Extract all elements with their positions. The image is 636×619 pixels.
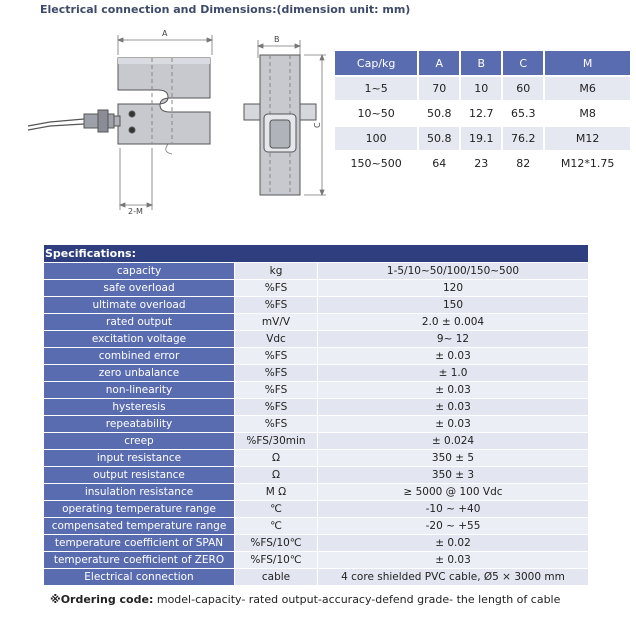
spec-value: 9~ 12 [318,331,589,348]
spec-row [44,535,589,552]
label-2m: 2-M [128,207,143,216]
spec-row [44,552,589,569]
dimension-header: B [461,51,503,75]
spec-row [44,280,589,297]
spec-unit: %FS [235,297,318,314]
spec-value: ± 1.0 [318,365,589,382]
spec-name: temperature coefficient of SPAN [44,535,235,552]
spec-value: ± 0.03 [318,348,589,365]
spec-unit: ℃ [235,518,318,535]
spec-value: 350 ± 5 [318,450,589,467]
dimension-cell: M12 [545,125,630,150]
spec-unit: mV/V [235,314,318,331]
spec-unit: Vdc [235,331,318,348]
spec-value: 150 [318,297,589,314]
ordering-code [50,593,560,606]
spec-name: non-linearity [44,382,235,399]
spec-row [44,433,589,450]
spec-row [44,518,589,535]
spec-name: excitation voltage [44,331,235,348]
dimension-cell: 64 [419,150,461,175]
spec-name: ultimate overload [44,297,235,314]
spec-row [44,450,589,467]
label-c: C [313,122,322,128]
spec-name: combined error [44,348,235,365]
dimension-cell: 19.1 [461,125,503,150]
dimension-header: M [545,51,630,75]
front-view [28,58,210,144]
spec-row [44,263,589,280]
dimension-cell: 70 [419,75,461,100]
spec-unit: %FS [235,348,318,365]
ordering-code-text: model-capacity- rated output-accuracy-defend grade- the length of cable [153,593,561,606]
dimension-cell: M12*1.75 [545,150,630,175]
dimension-cell: 82 [503,150,545,175]
spec-unit: kg [235,263,318,280]
dimension-cell: 10 [461,75,503,100]
spec-unit: %FS/10℃ [235,535,318,552]
dimension-cell: 1~5 [335,75,419,100]
spec-name: creep [44,433,235,450]
spec-unit: Ω [235,450,318,467]
dimension-cell: 50.8 [419,125,461,150]
spec-value: ± 0.024 [318,433,589,450]
spec-name: insulation resistance [44,484,235,501]
dimension-header: C [503,51,545,75]
spec-unit: %FS [235,365,318,382]
spec-value: ± 0.03 [318,416,589,433]
dimension-cell: 100 [335,125,419,150]
spec-row [44,416,589,433]
spec-row [44,348,589,365]
label-a: A [162,29,168,38]
dimension-cell: 12.7 [461,100,503,125]
dimension-cell: M8 [545,100,630,125]
specifications-title: Specifications: [44,245,589,263]
dimension-cell: 10~50 [335,100,419,125]
spec-name: input resistance [44,450,235,467]
spec-row [44,297,589,314]
spec-unit: Ω [235,467,318,484]
spec-name: zero unbalance [44,365,235,382]
spec-value: ± 0.02 [318,535,589,552]
dimension-table [335,51,630,175]
dimension-cell: 65.3 [503,100,545,125]
spec-value: 350 ± 3 [318,467,589,484]
spec-value: ± 0.03 [318,399,589,416]
spec-name: compensated temperature range [44,518,235,535]
spec-name: rated output [44,314,235,331]
spec-unit: cable [235,569,318,586]
spec-unit: %FS [235,416,318,433]
dimension-cell: 150~500 [335,150,419,175]
spec-name: Electrical connection [44,569,235,586]
spec-name: temperature coefficient of ZERO [44,552,235,569]
spec-unit: %FS/10℃ [235,552,318,569]
spec-value: -10 ~ +40 [318,501,589,518]
dimension-cell: M6 [545,75,630,100]
spec-unit: %FS [235,382,318,399]
dimension-row [335,150,630,175]
spec-row [44,501,589,518]
spec-value: 2.0 ± 0.004 [318,314,589,331]
spec-value: -20 ~ +55 [318,518,589,535]
dimension-header-row [335,51,630,75]
spec-name: hysteresis [44,399,235,416]
spec-unit: %FS/30min [235,433,318,450]
spec-name: safe overload [44,280,235,297]
dimension-header: Cap/kg [335,51,419,75]
spec-row [44,331,589,348]
page-heading: Electrical connection and Dimensions:(dimension unit: mm) [40,3,411,16]
dimension-row [335,100,630,125]
spec-row [44,399,589,416]
dimension-cell: 23 [461,150,503,175]
spec-value: 1-5/10~50/100/150~500 [318,263,589,280]
spec-value: ± 0.03 [318,382,589,399]
dimension-cell: 60 [503,75,545,100]
side-view [244,55,316,195]
spec-value: 120 [318,280,589,297]
spec-name: operating temperature range [44,501,235,518]
spec-row [44,382,589,399]
spec-row [44,569,589,586]
dimension-cell: 76.2 [503,125,545,150]
dimension-header: A [419,51,461,75]
specifications-title-row [44,245,589,263]
spec-row [44,467,589,484]
spec-name: output resistance [44,467,235,484]
spec-value: 4 core shielded PVC cable, Ø5 × 3000 mm [318,569,589,586]
dimension-row [335,125,630,150]
spec-unit: %FS [235,399,318,416]
dimension-2m [120,148,152,210]
spec-unit: %FS [235,280,318,297]
spec-value: ± 0.03 [318,552,589,569]
label-b: B [274,35,280,44]
spec-unit: ℃ [235,501,318,518]
dimension-a [118,35,212,55]
dimension-row [335,75,630,100]
dimension-cell: 50.8 [419,100,461,125]
spec-row [44,365,589,382]
spec-row [44,484,589,501]
spec-row [44,314,589,331]
spec-unit: M Ω [235,484,318,501]
specifications-table [43,244,589,586]
spec-value: ≥ 5000 @ 100 Vdc [318,484,589,501]
spec-name: repeatability [44,416,235,433]
spec-name: capacity [44,263,235,280]
ordering-code-label: ※Ordering code: [50,593,154,606]
